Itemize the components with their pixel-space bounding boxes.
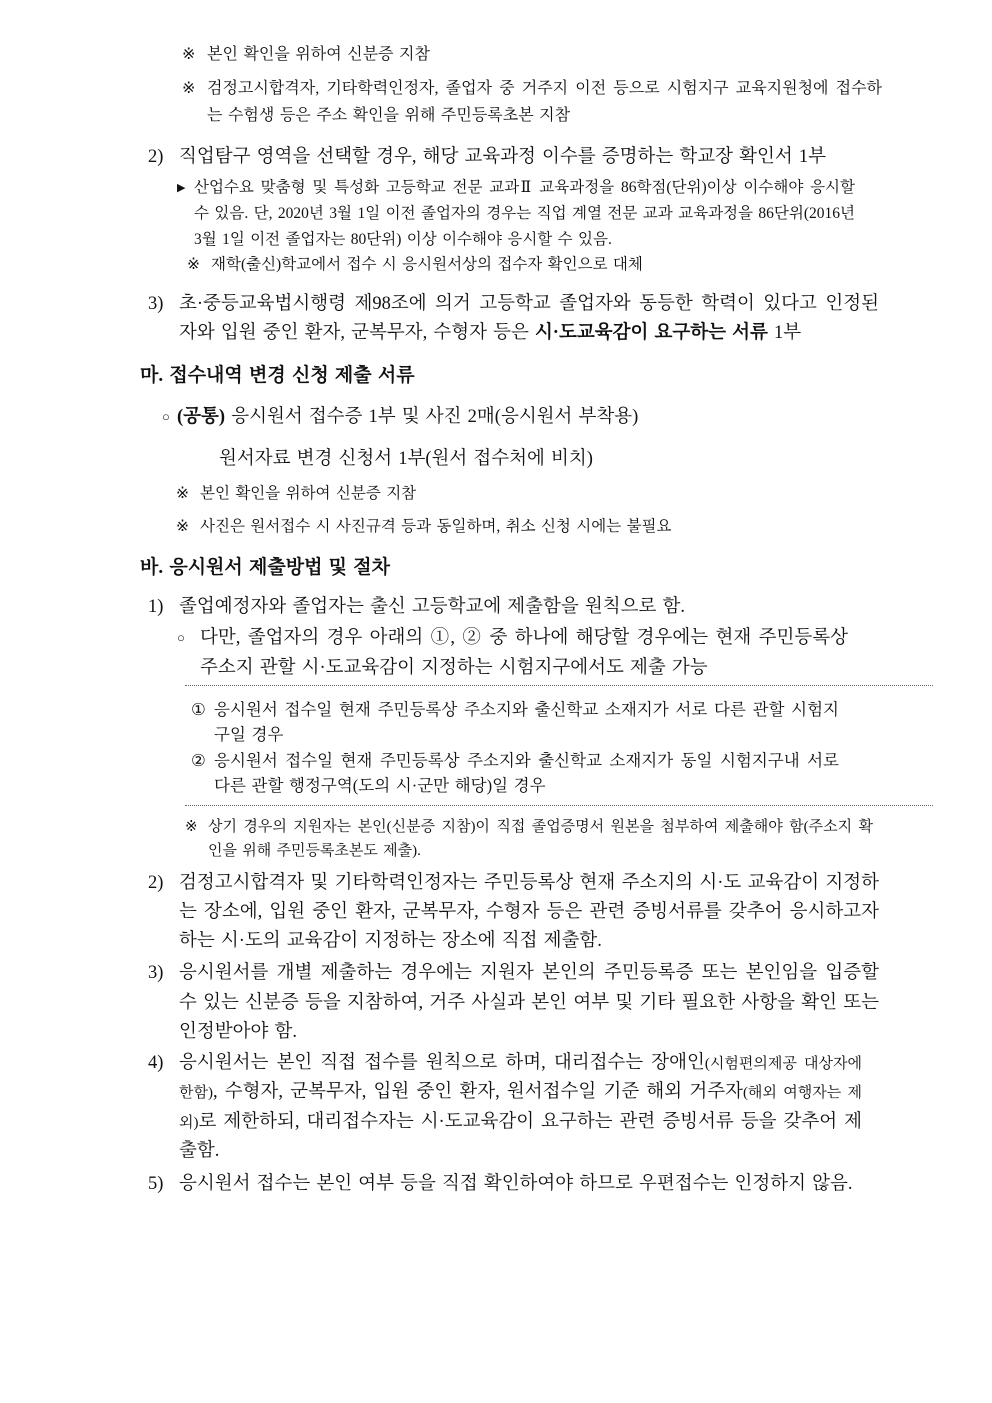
note-school-receipt — [187, 252, 877, 278]
item-text-lead: 초·중등교육법시행령 제98조에 의거 고등학교 졸업자와 동등한 학력이 있다고 인정된 자와 입원 중인 환자, 군복무자, 수형자 등은 — [179, 293, 879, 343]
sub-item-daman — [177, 624, 848, 682]
item-number: 1) — [148, 597, 164, 618]
arrow-detail-note — [177, 175, 855, 252]
common-text: 응시원서 접수증 1부 및 사진 2매(응시원서 부착용) — [225, 406, 639, 427]
item-text: 검정고시합격자 및 기타학력인정자는 주민등록상 현재 주소지의 시·도 교육감이 지정하는 장소에, 입원 중인 환자, 군복무자, 수형자 등은 관련 증빙서류를 갖추어 응시하고자 하는 시·도의 교육감이 지정하는 장소에 직접 제출함. — [179, 872, 879, 952]
numbered-item-3b — [148, 959, 879, 1047]
condition-text: 응시원서 접수일 현재 주민등록상 주소지와 출신학교 소재지가 서로 다른 관할 시험지구일 경우 — [214, 699, 839, 744]
item-text-part: 로 제한하되, 대리접수자는 시·도교육감이 요구하는 관련 증빙서류 등을 갖추어 제출함. — [179, 1111, 862, 1161]
numbered-item-3 — [148, 290, 879, 348]
item-number: 3) — [148, 293, 164, 314]
item-text: 응시원서를 개별 제출하는 경우에는 지원자 본인의 주민등록증 또는 본인임을 입증할 수 있는 신분증 등을 지참하여, 거주 사실과 본인 여부 및 기타 필요한 사항을 확인 또는 인정받아야 함. — [179, 963, 879, 1042]
reference-mark: ※ — [185, 818, 198, 835]
reference-mark: ※ — [176, 517, 189, 535]
item-text-part: , 수형자, 군복무자, 입원 중인 환자, 원서접수일 기준 해외 거주자 — [212, 1082, 743, 1103]
item-number: 3) — [148, 963, 164, 984]
item-number: 5) — [148, 1174, 164, 1195]
note-text: 검정고시합격자, 기타학력인정자, 졸업자 중 거주지 이전 등으로 시험지구 교육지원청에 접수하는 수험생 등은 주소 확인을 위해 주민등록초본 지참 — [207, 80, 882, 124]
circled-number-1: ① — [191, 699, 206, 719]
circle-bullet-icon: ○ — [177, 630, 185, 646]
condition-text: 응시원서 접수일 현재 주민등록상 주소지와 출신학교 소재지가 동일 시험지구내 서로 다른 관할 행정구역(도의 시·군만 해당)일 경우 — [214, 751, 839, 796]
reference-mark: ※ — [182, 80, 196, 98]
reference-mark: ※ — [176, 485, 189, 503]
sub-item-text: 다만, 졸업자의 경우 아래의 ①, ② 중 하나에 해당할 경우에는 현재 주민등록상 주소지 관할 시·도교육감이 지정하는 시험지구에서도 제출 가능 — [200, 628, 848, 678]
note-photo-spec — [176, 514, 876, 540]
note-direct-submit — [185, 815, 873, 863]
numbered-item-5 — [148, 1170, 879, 1199]
note-text: 본인 확인을 위하여 신분증 지참 — [207, 46, 430, 63]
item-text-small: (해외 여행자는 제외) — [179, 1085, 862, 1131]
reference-mark: ※ — [187, 256, 200, 274]
item-number: 2) — [148, 147, 164, 168]
conditions-box — [185, 685, 933, 806]
section-heading-ba: 바. 응시원서 제출방법 및 절차 — [140, 557, 390, 579]
numbered-item-1 — [148, 593, 879, 622]
common-documents-item — [162, 403, 880, 432]
item-text-small: (시험편의제공 대상자에 한함) — [179, 1056, 862, 1102]
circle-bullet-icon: ○ — [162, 408, 170, 424]
numbered-item-2 — [148, 143, 879, 172]
item-text — [179, 290, 879, 348]
common-documents-text — [177, 403, 880, 432]
item-text — [179, 1049, 862, 1166]
item-number: 2) — [148, 872, 164, 893]
note-id-check — [182, 42, 882, 68]
item-text: 졸업예정자와 졸업자는 출신 고등학교에 제출함을 원칙으로 함. — [179, 597, 686, 618]
condition-item-2 — [191, 749, 839, 799]
note-text: 재학(출신)학교에서 접수 시 응시원서상의 접수자 확인으로 대체 — [211, 256, 643, 274]
common-documents-line2: 원서자료 변경 신청서 1부(원서 접수처에 비치) — [219, 449, 593, 470]
note-text: 본인 확인을 위하여 신분증 지참 — [200, 485, 417, 503]
item-text-bold: 시·도교육감이 요구하는 서류 — [534, 322, 768, 343]
note-address-check — [182, 76, 882, 129]
item-text-tail: 1부 — [767, 322, 802, 343]
common-label: (공통) — [177, 406, 226, 427]
note-id-check-2 — [176, 481, 876, 507]
numbered-item-4 — [148, 1049, 862, 1166]
section-heading-ma: 마. 접수내역 변경 신청 제출 서류 — [140, 365, 415, 387]
item-text: 직업탐구 영역을 선택할 경우, 해당 교육과정 이수를 증명하는 학교장 확인서 1부 — [179, 147, 826, 168]
item-text-part: 응시원서는 본인 직접 접수를 원칙으로 하며, 대리접수는 장애인 — [179, 1053, 705, 1074]
note-text: 상기 경우의 지원자는 본인(신분증 지참)이 직접 졸업증명서 원본을 첨부하여 제출해야 함(주소지 확인을 위해 주민등록초본도 제출). — [208, 818, 873, 859]
reference-mark: ※ — [182, 46, 196, 63]
arrow-bullet-icon: ▶ — [177, 182, 186, 195]
circled-number-2: ② — [191, 751, 206, 771]
arrow-detail-text: 산업수요 맞춤형 및 특성화 고등학교 전문 교과Ⅱ 교육과정을 86학점(단위)이상 이수해야 응시할 수 있음. 단, 2020년 3월 1일 이전 졸업자의 경우는 직업 계열 전문 교과 교육과정을 86단위(2016년 3월 1일 이전 졸업자는 80단위) 이상 이수해야 응시할 수 있음. — [194, 179, 855, 248]
item-number: 4) — [148, 1053, 164, 1074]
condition-item-1 — [191, 698, 839, 748]
item-text: 응시원서 접수는 본인 여부 등을 직접 확인하여야 하므로 우편접수는 인정하지 않음. — [179, 1174, 853, 1195]
numbered-item-2b — [148, 869, 879, 957]
note-text: 사진은 원서접수 시 사진규격 등과 동일하며, 취소 신청 시에는 불필요 — [200, 517, 672, 535]
